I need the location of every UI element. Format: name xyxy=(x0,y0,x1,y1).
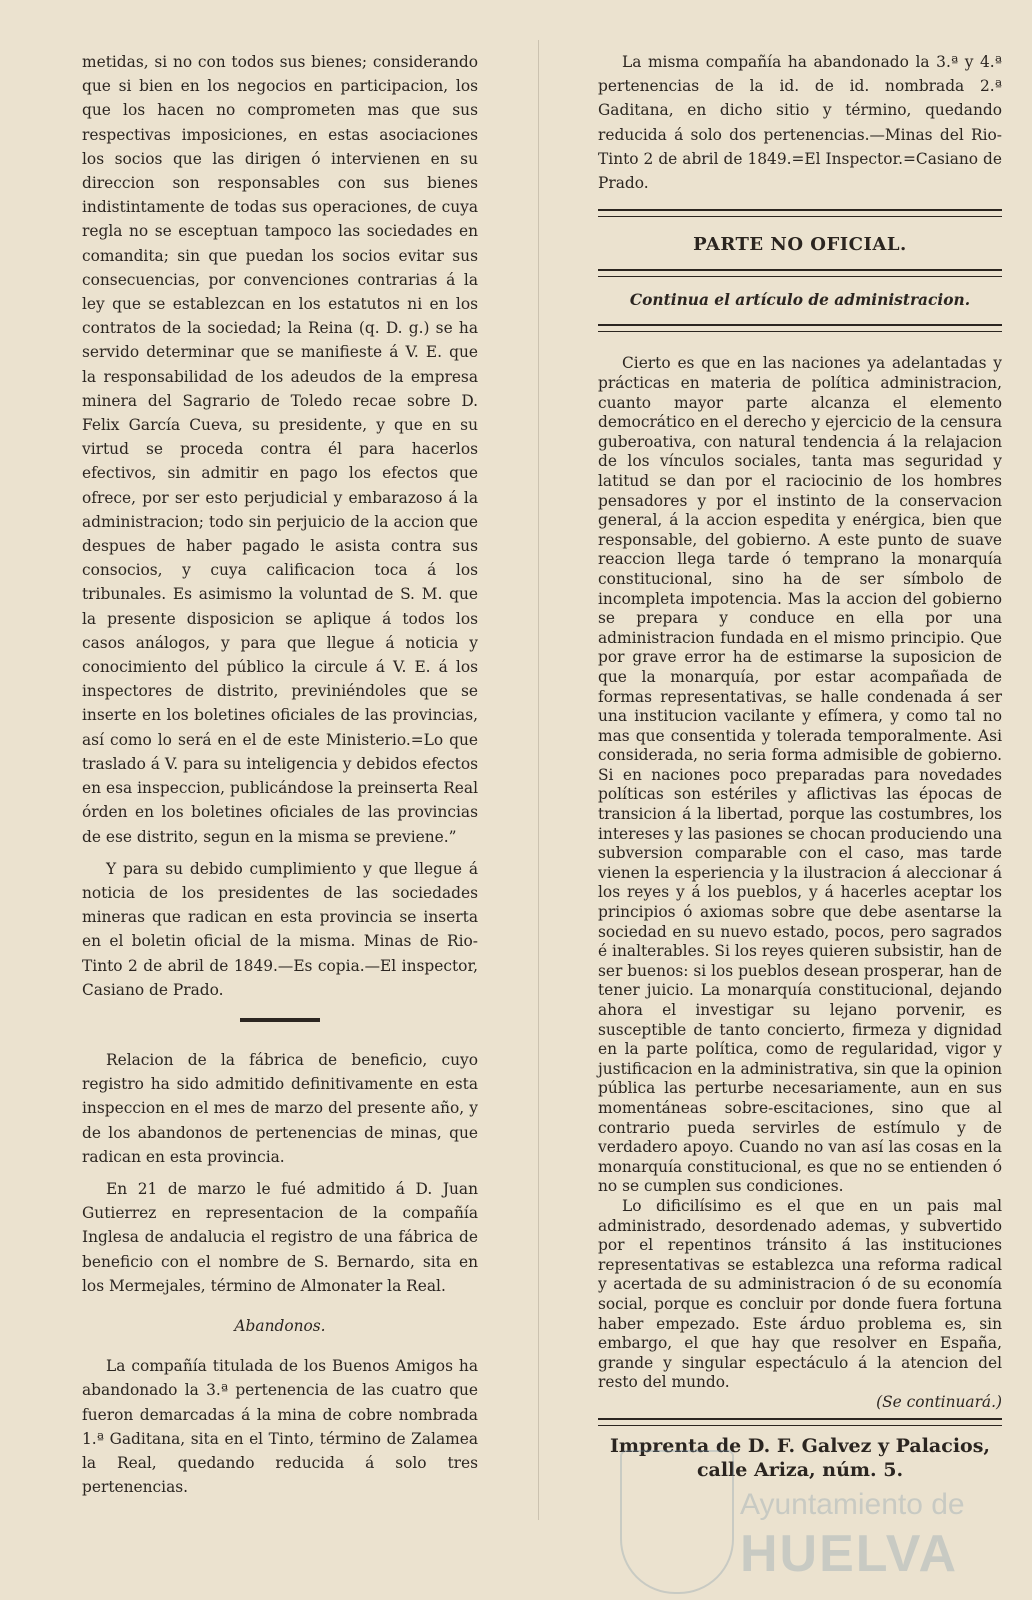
left-paragraph-4: En 21 de marzo le fué admitido á D. Juan Gutierrez en representacion de la compañía Inglesa de andalucia el registro de una fábrica de beneficio con el nombre de S. Bernardo, sita en los Mermejales, término de Almonater la Real. xyxy=(82,1179,478,1295)
printer-imprint: Imprenta de D. F. Galvez y Palacios, calle Ariza, núm. 5. xyxy=(609,1435,991,1482)
article-subheading: Continua el artículo de administracion. xyxy=(629,290,971,309)
right-paragraph-3: Lo dificilísimo es el que en un pais mal administrado, desordenado ademas, y subvertido por el repentinos tránsito á las instituciones representativas se establezca una reforma radical y acertada de su administracion ó de su economía social, porque es concluir por donde fuera fortuna haber empezado. Este árduo problema es, sin embargo, el que hay que resolver en España, grande y singular espectáculo á la atencion del resto del mundo. xyxy=(598,1196,1002,1392)
right-paragraph-1: La misma compañía ha abandonado la 3.ª y 4.ª pertenencias de la id. de id. nombrada 2.ª Gaditana, en dicho sitio y término, quedando reducida á solo dos pertenencias.—Minas del Rio-Tinto 2 de abril de 1849.=El Inspector.=Casiano de Prado. xyxy=(598,53,1002,193)
right-column xyxy=(598,50,1002,1482)
watermark-line-1: Ayuntamiento de xyxy=(740,1488,965,1521)
left-column xyxy=(82,50,478,1499)
right-paragraph-2: Cierto es que en las naciones ya adelantadas y prácticas en materia de política administracion, cuanto mayor parte alcanza el elemento democrático en el derecho y ejercicio de la censura guberoativa, con natural tendencia á la relajacion de los vínculos sociales, tanta mas seguridad y latitud se dan por el raciocinio de los hombres pensadores y por el instinto de la conservacion general, á la accion espedita y enérgica, bien que responsable, del gobierno. A este punto de suave reaccion llega tarde ó temprano la monarquía constitucional, sino ha de ser símbolo de incompleta impotencia. Mas la accion del gobierno se prepara y conduce en ella por una administracion fundada en el mismo principio. Que por grave error ha de estimarse la suposicion de que la monarquía, por estar acompañada de formas representativas, se halle condenada á ser una institucion vacilante y efímera, y como tal no mas que consentida y tolerada temporalmente. Asi considerada, no seria forma admisible de gobierno. Si en naciones poco preparadas para novedades políticas son estériles y aflictivas las épocas de transicion á la libertad, porque las costumbres, los intereses y las pasiones se chocan produciendo una subversion comparable con el caso, mas tarde vienen la esperiencia y la ilustracion á aleccionar á los reyes y á los pueblos, y á hacerles aceptar los principios ó axiomas sobre que debe asentarse la sociedad en su nuevo estado, pocos, pero sagrados é inalterables. Si los reyes quieren subsistir, han de ser buenos: si los pueblos desean prosperar, han de tener juicio. La monarquía constitucional, dejando ahora el investigar su lejano porvenir, es susceptible de tanto concierto, firmeza y dignidad en la parte política, como de regularidad, vigor y justificacion en la administrativa, sin que la opinion pública las perturbe necesariamente, aun en sus momentáneas sobre-escitaciones, sino que al contrario pueda servirles de estímulo y de verdadero apoyo. Cuando no van así las cosas en la monarquía constitucional, es que no se entienden ó no se cumplen sus condiciones. xyxy=(598,354,1002,1196)
double-rule xyxy=(598,269,1002,277)
watermark-line-2: HUELVA xyxy=(740,1525,959,1583)
column-divider xyxy=(538,40,539,1520)
double-rule xyxy=(598,209,1002,217)
continuation-note: (Se continuará.) xyxy=(876,1392,1002,1411)
abandonos-subheading: Abandonos. xyxy=(234,1316,326,1335)
left-paragraph-2: Y para su debido cumplimiento y que llegue á noticia de los presidentes de las sociedades mineras que radican en esta provincia se inserta en el boletin oficial de la misma. Minas de Rio-Tinto 2 de abril de 1849.—Es copia.—El inspector, Casiano de Prado. xyxy=(82,859,478,999)
watermark xyxy=(620,1450,1020,1600)
double-rule xyxy=(598,1418,1002,1426)
double-rule xyxy=(598,324,1002,332)
coat-of-arms-icon xyxy=(620,1450,734,1594)
left-paragraph-1: metidas, si no con todos sus bienes; considerando que si bien en los negocios en participacion, los que los hacen no comprometen mas que sus respectivas imposiciones, en estas asociaciones los socios que las dirigen ó intervienen en su direccion son responsables con sus bienes indistintamente de todas sus operaciones, de cuya regla no se esceptuan tampoco las sociedades en comandita; sin que puedan los socios evitar sus consecuencias, por convenciones contrarias á la ley que se establezcan en los estatutos ni en los contratos de la sociedad; la Reina (q. D. g.) se ha servido determinar que se manifieste á V. E. que la responsabilidad de los adeudos de la empresa minera del Sagrario de Toledo recae sobre D. Felix García Cueva, su presidente, y que en su virtud se proceda contra él para hacerlos efectivos, sin admitir en pago los efectos que ofrece, por ser esto perjudicial y embarazoso á la administracion; todo sin perjuicio de la accion que despues de haber pagado le asista contra sus consocios, y cuya calificacion toca á los tribunales. Es asimismo la voluntad de S. M. que la presente disposicion se aplique á todos los casos análogos, y para que llegue á noticia y conocimiento del público la circule á V. E. á los inspectores de distrito, previniéndoles que se inserte en los boletines oficiales de las provincias, así como lo será en el de este Ministerio.=Lo que traslado á V. para su inteligencia y debidos efectos en esa inspeccion, publicándose la preinserta Real órden en los boletines oficiales de las provincias de ese distrito, segun en la misma se previene.” xyxy=(82,53,478,846)
section-heading: PARTE NO OFICIAL. xyxy=(693,234,907,256)
section-divider xyxy=(240,1018,320,1022)
left-paragraph-3: Relacion de la fábrica de beneficio, cuyo registro ha sido admitido definitivamente en esta inspeccion en el mes de marzo del presente año, y de los abandonos de pertenencias de minas, que radican en esta provincia. xyxy=(82,1050,478,1166)
left-paragraph-5: La compañía titulada de los Buenos Amigos ha abandonado la 3.ª pertenencia de las cuatro que fueron demarcadas á la mina de cobre nombrada 1.ª Gaditana, sita en el Tinto, término de Zalamea la Real, quedando reducida á solo tres pertenencias. xyxy=(82,1357,478,1497)
